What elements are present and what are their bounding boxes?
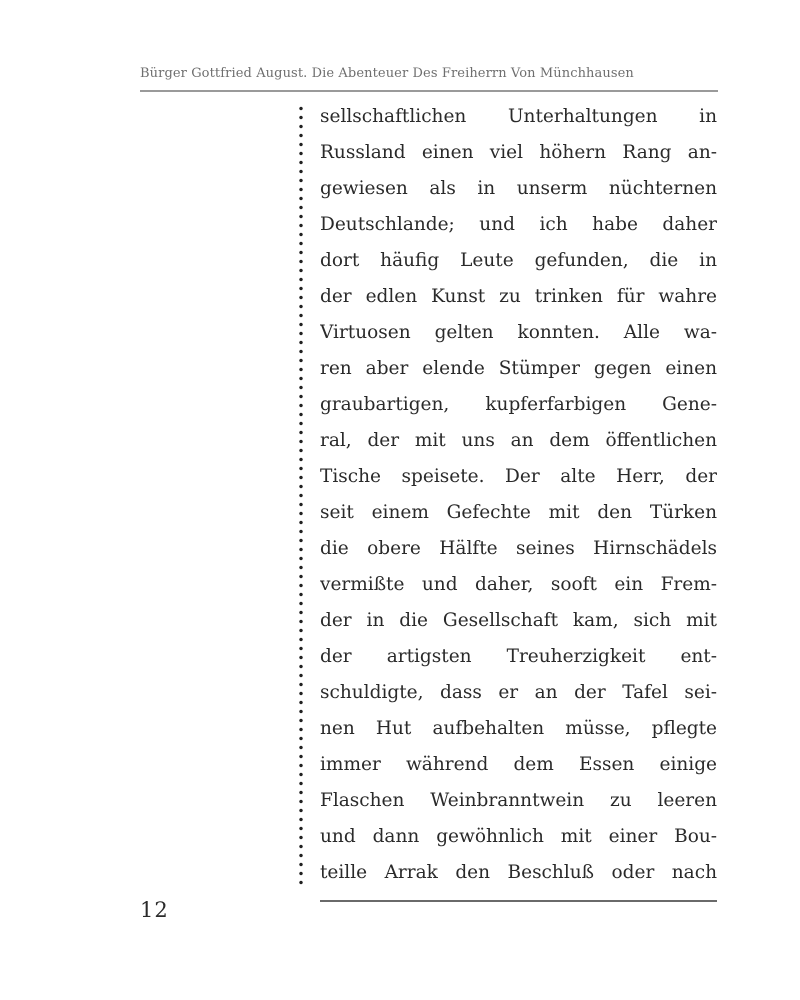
- text-line: seit einem Gefechte mit den Türken: [320, 502, 717, 523]
- text-line: und dann gewöhnlich mit einer Bou-: [320, 826, 717, 847]
- text-line: immer während dem Essen einige: [320, 754, 717, 775]
- text-line: die obere Hälfte seines Hirnschädels: [320, 538, 717, 559]
- text-line: vermißte und daher, sooft ein Frem-: [320, 574, 717, 595]
- footer-rule: [320, 900, 717, 902]
- text-line: Virtuosen gelten konnten. Alle wa-: [320, 322, 717, 343]
- text-line: der edlen Kunst zu trinken für wahre: [320, 286, 717, 307]
- text-line: der artigsten Treuherzigkeit ent-: [320, 646, 717, 667]
- header-rule: [140, 90, 718, 92]
- text-line: sellschaftlichen Unterhaltungen in: [320, 106, 717, 127]
- text-line: der in die Gesellschaft kam, sich mit: [320, 610, 717, 631]
- text-line: dort häufig Leute gefunden, die in: [320, 250, 717, 271]
- text-line: Flaschen Weinbranntwein zu leeren: [320, 790, 717, 811]
- text-line: schuldigte, dass er an der Tafel sei-: [320, 682, 717, 703]
- page-number: 12: [140, 898, 169, 922]
- text-line: graubartigen, kupferfarbigen Gene-: [320, 394, 717, 415]
- text-line: teille Arrak den Beschluß oder nach: [320, 862, 717, 883]
- text-line: nen Hut aufbehalten müsse, pflegte: [320, 718, 717, 739]
- text-line: Russland einen viel höhern Rang an-: [320, 142, 717, 163]
- text-line: ral, der mit uns an dem öffentlichen: [320, 430, 717, 451]
- text-line: ren aber elende Stümper gegen einen: [320, 358, 717, 379]
- text-line: Deutschlande; und ich habe daher: [320, 214, 717, 235]
- dotted-margin-line: [299, 104, 303, 886]
- running-header: Bürger Gottfried August. Die Abenteuer Des Freiherrn Von Münchhausen: [140, 66, 634, 81]
- body-text: [320, 99, 717, 891]
- text-line: Tische speisete. Der alte Herr, der: [320, 466, 717, 487]
- text-line: gewiesen als in unserm nüchternen: [320, 178, 717, 199]
